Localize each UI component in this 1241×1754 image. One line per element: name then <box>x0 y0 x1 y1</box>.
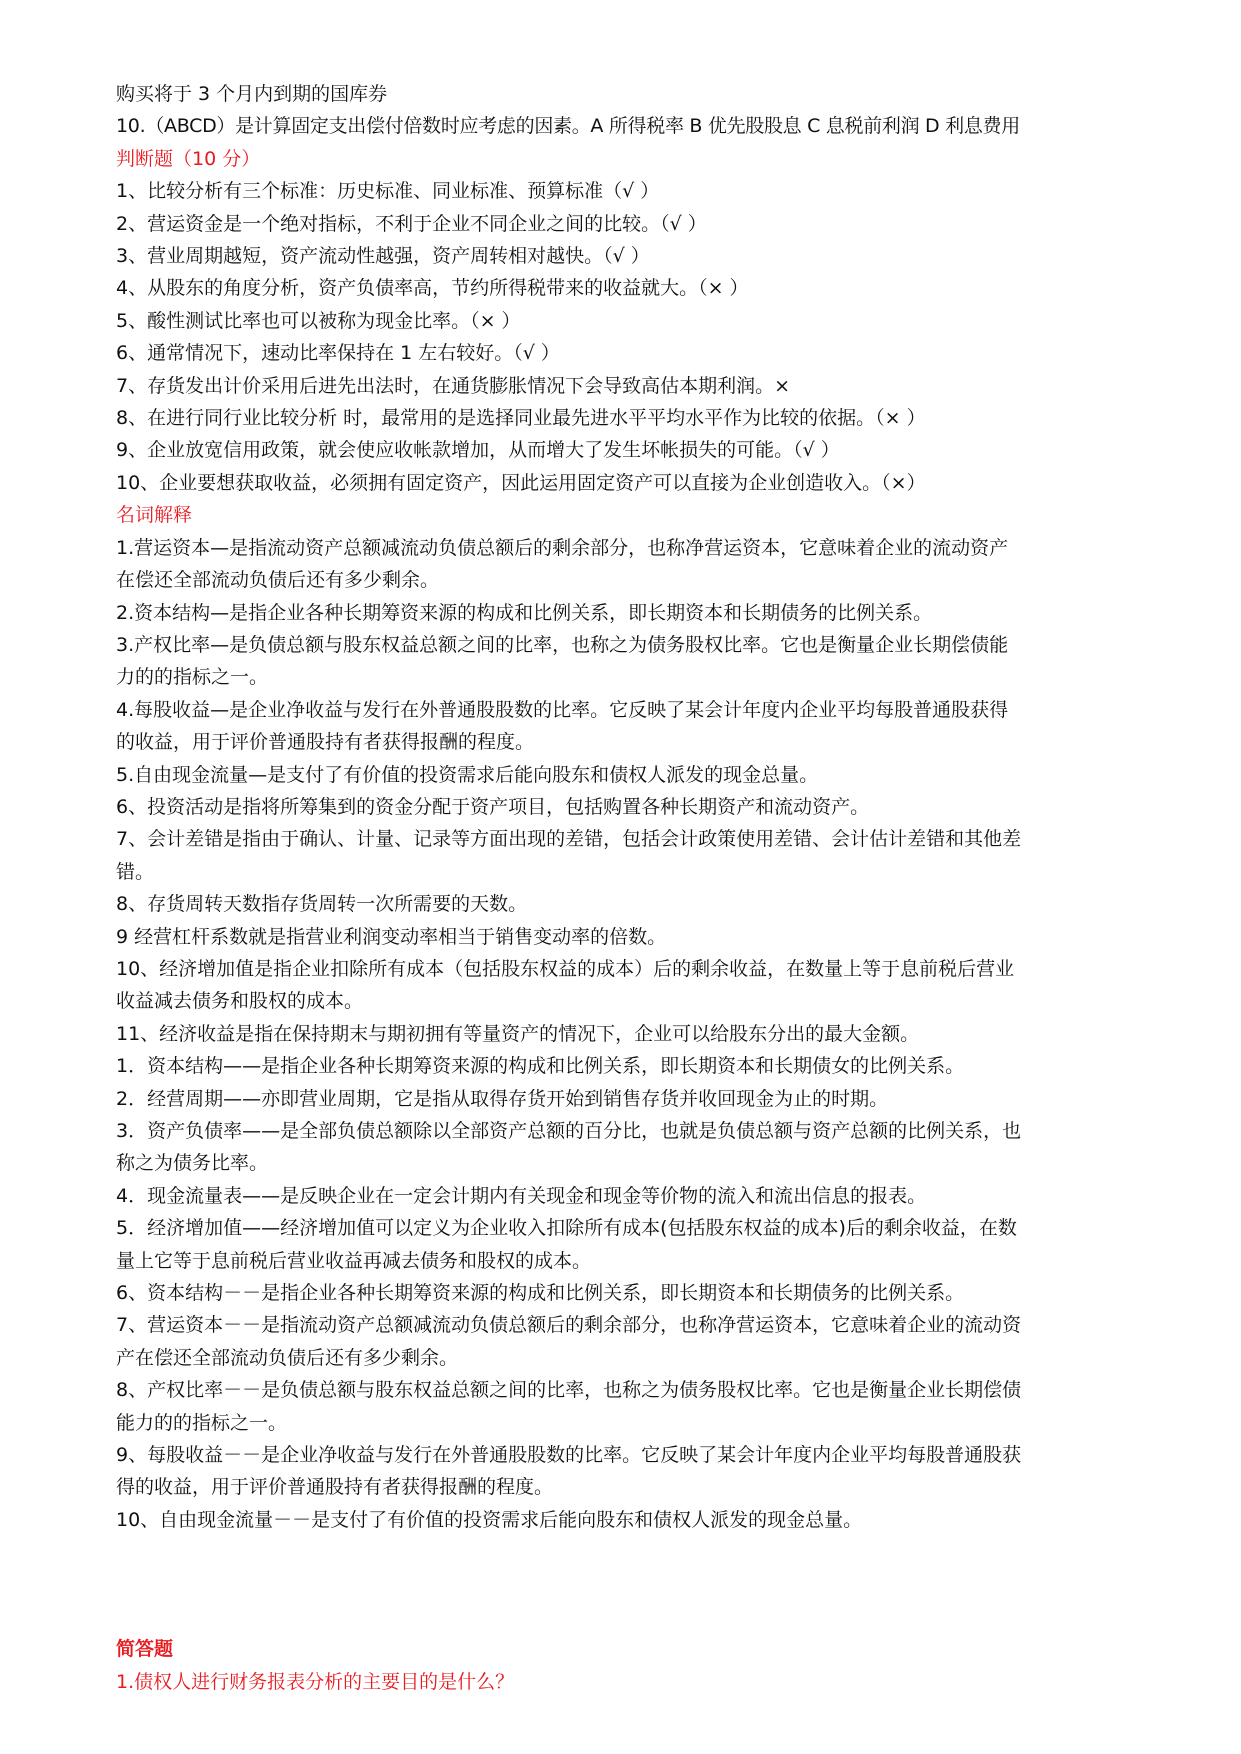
term-line: 2．经营周期——亦即营业周期，它是指从取得存货开始到销售存货并收回现金为止的时期。 <box>116 1087 889 1110</box>
term-line: 1．资本结构——是指企业各种长期筹资来源的构成和比例关系，即长期资本和长期债女的比例关系。 <box>116 1055 965 1078</box>
judgment-item: 10、企业要想获取收益，必须拥有固定资产，因此运用固定资产可以直接为企业创造收入。（×） <box>116 471 926 494</box>
term-line: 得的收益，用于评价普通股持有者获得报酬的程度。 <box>116 1476 554 1499</box>
document-page <box>116 78 1156 1698</box>
intro-line-1: 购买将于 3 个月内到期的国库券 <box>116 83 388 105</box>
terms-heading: 名词解释 <box>116 504 193 527</box>
term-line: 5.自由现金流量—是支付了有价值的投资需求后能向股东和债权人派发的现金总量。 <box>116 763 819 786</box>
term-line: 11、经济收益是指在保持期末与期初拥有等量资产的情况下，企业可以给股东分出的最大金额。 <box>116 1022 920 1045</box>
judgment-item: 8、在进行同行业比较分析 时，最常用的是选择同业最先进水平平均水平作为比较的依据。（× ） <box>116 407 926 430</box>
term-line: 4.每股收益—是企业净收益与发行在外普通股股数的比率。它反映了某会计年度内企业平均每股普通股获得 <box>116 698 1009 721</box>
term-line: 8、存货周转天数指存货周转一次所需要的天数。 <box>116 893 528 916</box>
term-line: 2.资本结构—是指企业各种长期筹资来源的构成和比例关系，即长期资本和长期债务的比例关系。 <box>116 601 933 624</box>
term-line: 能力的的指标之一。 <box>116 1411 288 1434</box>
term-line: 6、资本结构－－是指企业各种长期筹资来源的构成和比例关系，即长期资本和长期债务的比例关系。 <box>116 1282 965 1305</box>
judgment-item: 3、营业周期越短，资产流动性越强，资产周转相对越快。（√ ） <box>116 245 650 268</box>
term-line: 8、产权比率－－是负债总额与股东权益总额之间的比率，也称之为债务股权比率。它也是衡量企业长期偿债 <box>116 1379 1022 1402</box>
term-line: 10、自由现金流量－－是支付了有价值的投资需求后能向股东和债权人派发的现金总量。 <box>116 1508 863 1531</box>
term-line: 3.产权比率—是负债总额与股东权益总额之间的比率，也称之为债务股权比率。它也是衡量企业长期偿债能 <box>116 633 1009 656</box>
term-line: 6、投资活动是指将所筹集到的资金分配于资产项目，包括购置各种长期资产和流动资产。 <box>116 795 870 818</box>
blank-space <box>116 1536 1156 1633</box>
term-line: 收益减去债务和股权的成本。 <box>116 990 364 1013</box>
term-line: 4．现金流量表——是反映企业在一定会计期内有关现金和现金等价物的流入和流出信息的报表。 <box>116 1184 927 1207</box>
short-answer-heading: 简答题 <box>116 1638 174 1661</box>
judgment-item: 7、存货发出计价采用后进先出法时，在通货膨胀情况下会导致高估本期利润。× <box>116 374 791 397</box>
judgment-item: 1、比较分析有三个标准：历史标准、同业标准、预算标准（√ ） <box>116 180 660 203</box>
term-line: 力的的指标之一。 <box>116 666 269 689</box>
judgment-item: 4、从股东的角度分析，资产负债率高，节约所得税带来的收益就大。（× ） <box>116 277 749 300</box>
judgment-item: 6、通常情况下，速动比率保持在 1 左右较好。（√ ） <box>116 342 560 365</box>
term-line: 7、会计差错是指由于确认、计量、记录等方面出现的差错，包括会计政策使用差错、会计估计差错和其他差 <box>116 828 1022 851</box>
judgment-item: 2、营运资金是一个绝对指标，不利于企业不同企业之间的比较。（√ ） <box>116 212 707 235</box>
term-line: 量上它等于息前税后营业收益再减去债务和股权的成本。 <box>116 1249 592 1272</box>
judgment-item: 9、企业放宽信用政策，就会使应收帐款增加，从而增大了发生坏帐损失的可能。（√ ） <box>116 439 840 462</box>
intro-line-2: 10.（ABCD）是计算固定支出偿付倍数时应考虑的因素。A 所得税率 B 优先股股息 C 息税前利润 D 利息费用 <box>116 115 1020 138</box>
term-line: 产在偿还全部流动负债后还有多少剩余。 <box>116 1346 459 1369</box>
term-line: 在偿还全部流动负债后还有多少剩余。 <box>116 569 440 592</box>
short-answer-question-1: 1.债权人进行财务报表分析的主要目的是什么？ <box>116 1670 515 1693</box>
term-line: 的收益，用于评价普通股持有者获得报酬的程度。 <box>116 731 535 754</box>
judgment-list <box>116 175 1156 499</box>
term-line: 9 经营杠杆系数就是指营业利润变动率相当于销售变动率的倍数。 <box>116 925 667 948</box>
term-line: 5．经济增加值——经济增加值可以定义为企业收入扣除所有成本(包括股东权益的成本)后的剩余收益，在数 <box>116 1217 1017 1240</box>
term-line: 错。 <box>116 860 155 883</box>
terms-list <box>116 532 1156 1537</box>
term-line: 3．资产负债率——是全部负债总额除以全部资产总额的百分比，也就是负债总额与资产总额的比例关系，也 <box>116 1120 1022 1142</box>
judgment-heading: 判断题（10 分） <box>116 147 261 170</box>
term-line: 称之为债务比率。 <box>116 1152 269 1175</box>
term-line: 10、经济增加值是指企业扣除所有成本（包括股东权益的成本）后的剩余收益，在数量上等于息前税后营业 <box>116 957 1015 980</box>
term-line: 9、每股收益－－是企业净收益与发行在外普通股股数的比率。它反映了某会计年度内企业平均每股普通股获 <box>116 1444 1022 1467</box>
judgment-item: 5、酸性测试比率也可以被称为现金比率。（× ） <box>116 309 521 332</box>
term-line: 7、营运资本－－是指流动资产总额减流动负债总额后的剩余部分，也称净营运资本，它意味着企业的流动资 <box>116 1314 1022 1337</box>
term-line: 1.营运资本—是指流动资产总额减流动负债总额后的剩余部分，也称净营运资本，它意味着企业的流动资产 <box>116 536 1009 559</box>
